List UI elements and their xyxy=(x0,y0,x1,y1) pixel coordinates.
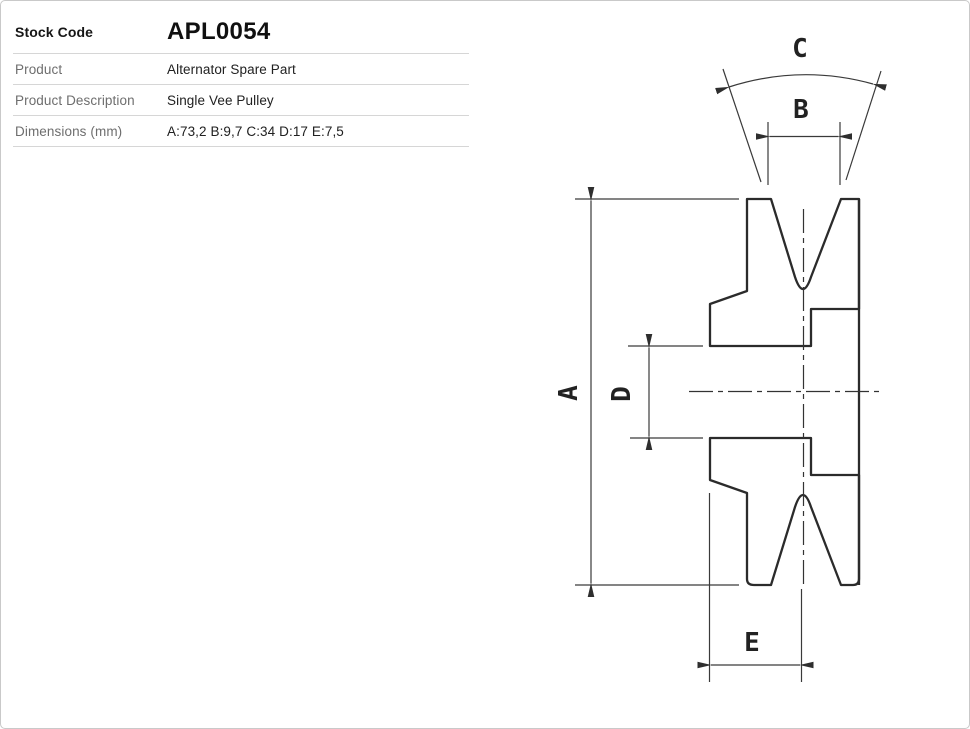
pulley-lower-half-section xyxy=(710,438,859,585)
dimensions-value: A:73,2 B:9,7 C:34 D:17 E:7,5 xyxy=(167,123,344,139)
groove-flank-extension xyxy=(723,69,761,182)
pulley-technical-drawing xyxy=(1,1,970,729)
stock-code-value: APL0054 xyxy=(167,18,271,45)
dimension-arc xyxy=(729,75,873,87)
dimension-b xyxy=(768,95,840,185)
centerlines xyxy=(689,209,881,586)
product-value: Alternator Spare Part xyxy=(167,61,296,77)
product-description-label: Product Description xyxy=(15,92,135,108)
groove-flank-extension xyxy=(846,71,881,180)
dimension-b-label: B xyxy=(793,95,809,125)
dimension-e xyxy=(710,493,802,682)
dimension-c-label: C xyxy=(792,34,808,64)
dimension-a-label: A xyxy=(554,385,584,401)
dimension-d xyxy=(607,346,703,438)
pulley-upper-half-section xyxy=(710,199,859,346)
product-description-value: Single Vee Pulley xyxy=(167,92,274,108)
stock-code-label: Stock Code xyxy=(15,24,94,40)
dimensions-label: Dimensions (mm) xyxy=(15,123,123,139)
dimension-e-label: E xyxy=(744,628,760,658)
dimension-d-label: D xyxy=(607,386,637,402)
product-label: Product xyxy=(15,61,63,77)
